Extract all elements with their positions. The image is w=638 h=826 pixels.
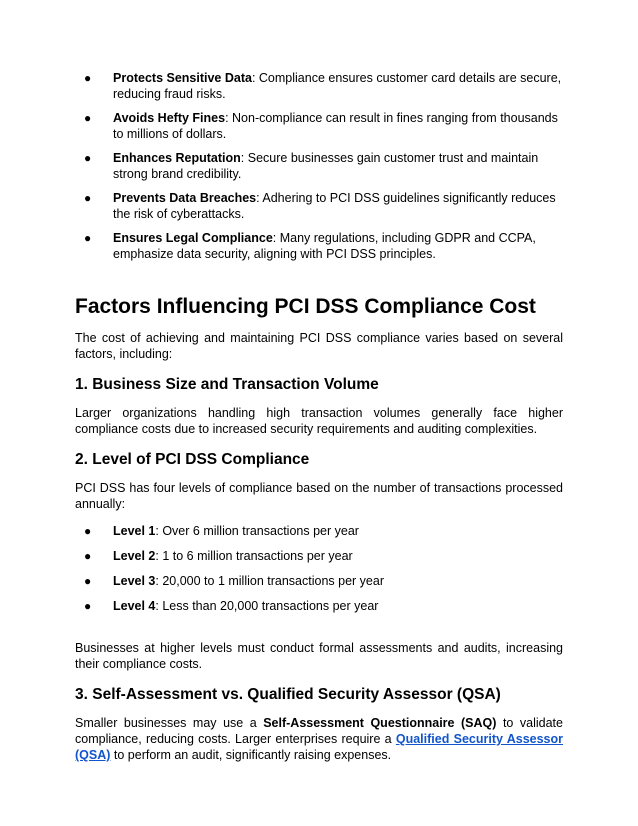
list-item bbox=[75, 523, 563, 539]
section3-body bbox=[75, 715, 563, 763]
bullet-icon: ● bbox=[84, 549, 92, 563]
list-item-term: Level 4 bbox=[113, 599, 156, 613]
section1-body: Larger organizations handling high transaction volumes generally face higher compliance costs due to increased security requirements and auditing complexities. bbox=[75, 406, 563, 436]
document-content bbox=[75, 70, 563, 763]
list-item bbox=[75, 230, 563, 262]
list-item bbox=[75, 573, 563, 589]
bullet-icon: ● bbox=[84, 191, 92, 205]
list-item-text: : Non-compliance can result in fines ranging from thousands to millions of dollars. bbox=[113, 111, 558, 141]
list-item-text: : Adhering to PCI DSS guidelines significantly reduces the risk of cyberattacks. bbox=[113, 191, 556, 221]
section3-heading: 3. Self-Assessment vs. Qualified Security Assessor (QSA) bbox=[75, 686, 501, 703]
bullet-icon: ● bbox=[84, 111, 92, 125]
list-item-term: Prevents Data Breaches bbox=[113, 191, 257, 205]
section2-heading: 2. Level of PCI DSS Compliance bbox=[75, 451, 310, 468]
section1-heading: 1. Business Size and Transaction Volume bbox=[75, 376, 379, 393]
list-item bbox=[75, 190, 563, 222]
list-item-term: Protects Sensitive Data bbox=[113, 71, 252, 85]
list-item-term: Level 3 bbox=[113, 574, 156, 588]
qsa-link[interactable]: Qualified Security Assessor (QSA) bbox=[75, 732, 564, 762]
list-item-term: Ensures Legal Compliance bbox=[113, 231, 273, 245]
levels-list bbox=[75, 523, 563, 614]
list-item-term: Enhances Reputation bbox=[113, 151, 241, 165]
section2-intro: PCI DSS has four levels of compliance based on the number of transactions processed annually: bbox=[75, 481, 563, 511]
factors-heading: Factors Influencing PCI DSS Compliance Cost bbox=[75, 295, 536, 318]
list-item-text: : Compliance ensures customer card details are secure, reducing fraud risks. bbox=[113, 71, 562, 101]
list-item-term: Avoids Hefty Fines bbox=[113, 111, 226, 125]
list-item-text: : Over 6 million transactions per year bbox=[155, 524, 359, 538]
list-item bbox=[75, 70, 563, 102]
list-item-text: : Secure businesses gain customer trust and maintain strong brand credibility. bbox=[113, 151, 539, 181]
bullet-icon: ● bbox=[84, 231, 92, 245]
section3-text-3: to perform an audit, significantly raising expenses. bbox=[110, 748, 392, 762]
bullet-icon: ● bbox=[84, 574, 92, 588]
list-item bbox=[75, 548, 563, 564]
list-item-text: : 20,000 to 1 million transactions per year bbox=[155, 574, 384, 588]
list-item-text: : Less than 20,000 transactions per year bbox=[155, 599, 379, 613]
saq-term: Self-Assessment Questionnaire (SAQ) bbox=[263, 716, 497, 730]
list-item-term: Level 2 bbox=[113, 549, 156, 563]
factors-intro: The cost of achieving and maintaining PCI DSS compliance varies based on several factors, including: bbox=[75, 331, 563, 361]
bullet-icon: ● bbox=[84, 524, 92, 538]
benefits-list bbox=[75, 70, 563, 262]
section3-text-2: to validate compliance, reducing costs. Larger enterprises require a bbox=[75, 716, 563, 746]
list-item-text: : Many regulations, including GDPR and CCPA, emphasize data security, aligning with PCI DSS principles. bbox=[113, 231, 536, 261]
list-item bbox=[75, 110, 563, 142]
bullet-icon: ● bbox=[84, 599, 92, 613]
section2-outro: Businesses at higher levels must conduct formal assessments and audits, increasing their compliance costs. bbox=[75, 641, 563, 671]
list-item bbox=[75, 598, 563, 614]
list-item bbox=[75, 150, 563, 182]
section3-text-1: Smaller businesses may use a bbox=[75, 716, 264, 730]
list-item-term: Level 1 bbox=[113, 524, 156, 538]
list-item-text: : 1 to 6 million transactions per year bbox=[155, 549, 353, 563]
bullet-icon: ● bbox=[84, 71, 92, 85]
bullet-icon: ● bbox=[84, 151, 92, 165]
